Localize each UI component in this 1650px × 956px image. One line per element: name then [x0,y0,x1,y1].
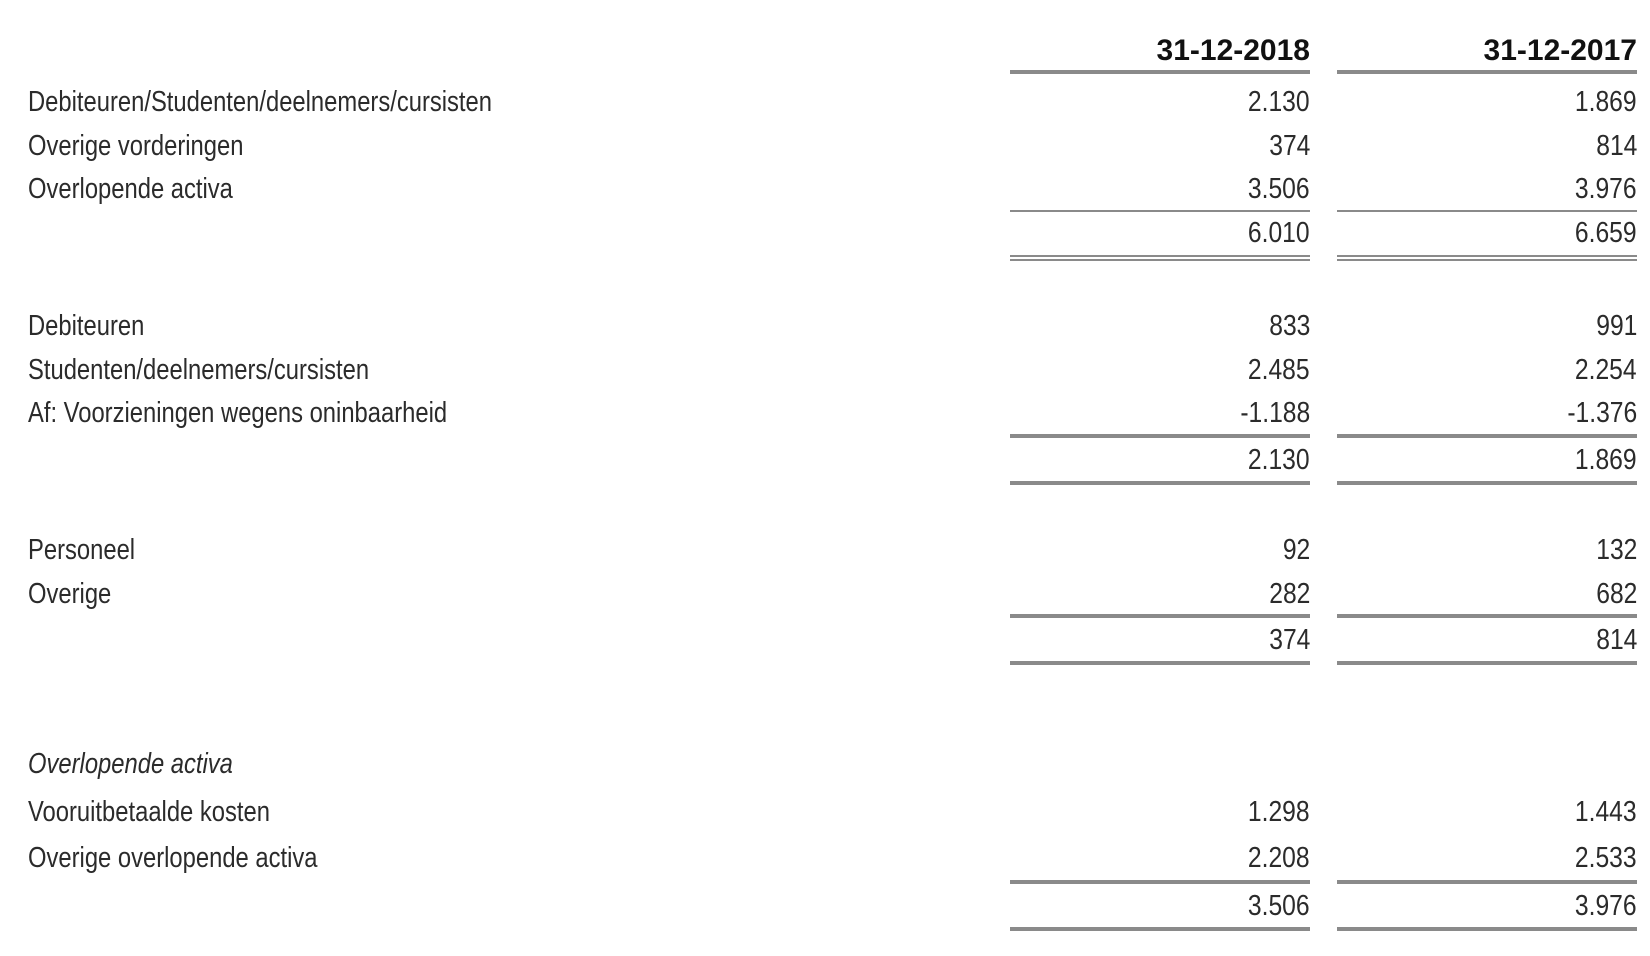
row-value-2017: 2.254 [1575,354,1637,386]
row-value-2018: 2.130 [1248,86,1310,118]
total-value-2018: 6.010 [1248,217,1310,249]
row-value-2018: 833 [1268,310,1310,342]
row-value-2017: -1.376 [1567,397,1637,429]
row-value-2018: 282 [1268,578,1310,610]
row-value-2017: 814 [1595,130,1637,162]
subtotal-rule-2017 [1337,880,1637,884]
subtotal-rule-2018 [1010,210,1310,212]
total-rule-2018 [1010,481,1310,485]
row-label: Debiteuren/Studenten/deelnemers/cursisten [28,86,492,118]
row-value-2017: 3.976 [1575,173,1637,205]
row-value-2018: 2.208 [1248,842,1310,874]
total-value-2018: 2.130 [1248,444,1310,476]
total-value-2017: 1.869 [1575,444,1637,476]
row-label: Vooruitbetaalde kosten [28,796,270,828]
total-value-2017: 814 [1595,624,1637,656]
header-rule-2018 [1010,70,1310,74]
row-value-2017: 991 [1595,310,1637,342]
row-label: Studenten/deelnemers/cursisten [28,354,370,386]
total-value-2018: 3.506 [1248,890,1310,922]
row-value-2017: 2.533 [1575,842,1637,874]
column-header-2017: 31-12-2017 [1483,34,1637,67]
row-label: Af: Voorzieningen wegens oninbaarheid [28,397,448,429]
row-value-2018: 2.485 [1248,354,1310,386]
total-value-2017: 3.976 [1575,890,1637,922]
row-label: Debiteuren [28,310,145,342]
row-value-2017: 132 [1595,534,1637,566]
row-value-2017: 1.443 [1575,796,1637,828]
total-value-2017: 6.659 [1575,217,1637,249]
row-label: Overige vorderingen [28,130,244,162]
row-value-2018: 1.298 [1248,796,1310,828]
header-rule-2017 [1337,70,1637,74]
total-double-rule-2018 [1010,255,1310,261]
subtotal-rule-2018 [1010,880,1310,884]
row-value-2017: 682 [1595,578,1637,610]
total-rule-2017 [1337,661,1637,665]
column-header-2018: 31-12-2018 [1156,34,1310,67]
total-rule-2018 [1010,661,1310,665]
total-rule-2017 [1337,927,1637,931]
subtotal-rule-2017 [1337,210,1637,212]
row-value-2017: 1.869 [1575,86,1637,118]
row-value-2018: 374 [1268,130,1310,162]
total-value-2018: 374 [1268,624,1310,656]
row-label: Overlopende activa [28,173,233,205]
row-label: Overige overlopende activa [28,842,318,874]
section-heading: Overlopende activa [28,748,233,780]
subtotal-rule-2017 [1337,434,1637,438]
row-value-2018: 3.506 [1248,173,1310,205]
subtotal-rule-2017 [1337,614,1637,618]
subtotal-rule-2018 [1010,434,1310,438]
subtotal-rule-2018 [1010,614,1310,618]
row-label: Personeel [28,534,136,566]
row-value-2018: -1.188 [1240,397,1310,429]
total-rule-2018 [1010,927,1310,931]
row-value-2018: 92 [1282,534,1310,566]
total-double-rule-2017 [1337,255,1637,261]
total-rule-2017 [1337,481,1637,485]
row-label: Overige [28,578,112,610]
